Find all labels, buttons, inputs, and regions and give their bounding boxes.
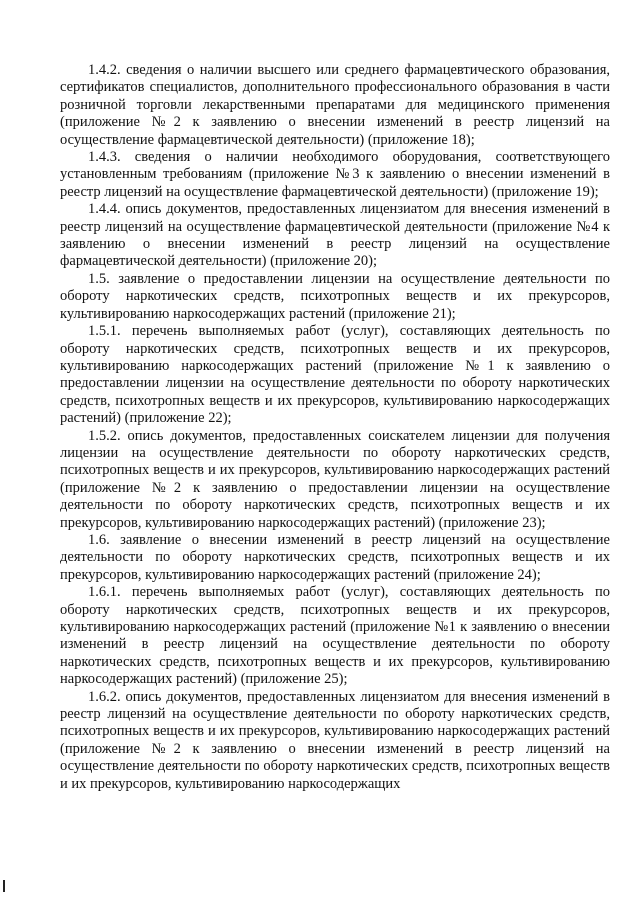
paragraph-1-4-2: 1.4.2. сведения о наличии высшего или среднего фармацевтического образования, сертификатов специалистов, дополнительного профессионального образования в части розничной торговли лекарственными препаратами для медицинского применения (приложение №2 к заявлению о внесении изменений в реестр лицензий на осуществление фармацевтической деятельности) (приложение 18); <box>60 62 610 148</box>
paragraph-1-6: 1.6. заявление о внесении изменений в реестр лицензий на осуществление деятельности по обороту наркотических средств, психотропных веществ и их прекурсоров, культивированию наркосодержащих растений (приложение 24); <box>60 531 610 583</box>
paragraph-1-5-1: 1.5.1. перечень выполняемых работ (услуг), составляющих деятельность по обороту наркотических средств, психотропных веществ и их прекурсоров, культивированию наркосодержащих растений (приложение №1 к заявлению о предоставлении лицензии на осуществление деятельности по обороту наркотических средств, психотропных веществ и их прекурсоров, культивированию наркосодержащих растений) (приложение 22); <box>60 323 610 427</box>
scan-edge-mark <box>3 880 5 892</box>
paragraph-1-5-2: 1.5.2. опись документов, предоставленных соискателем лицензии для получения лицензии на осуществление деятельности по обороту наркотических средств, психотропных веществ и их прекурсоров, культивированию наркосодержащих растений (приложение №2 к заявлению о предоставлении лицензии на осуществление деятельности по обороту наркотических средств, психотропных веществ и их прекурсоров, культивированию наркосодержащих растений) (приложение 23); <box>60 427 610 531</box>
paragraph-1-5: 1.5. заявление о предоставлении лицензии на осуществление деятельности по обороту наркотических средств, психотропных веществ и их прекурсоров, культивированию наркосодержащих растений (приложение 21); <box>60 270 610 322</box>
paragraph-1-4-4: 1.4.4. опись документов, предоставленных лицензиатом для внесения изменений в реестр лицензий на осуществление фармацевтической деятельности (приложение №4 к заявлению о внесении изменений в реестр лицензий на осуществление фармацевтической деятельности) (приложение 20); <box>60 201 610 270</box>
document-page <box>60 62 610 793</box>
paragraph-1-6-2: 1.6.2. опись документов, предоставленных лицензиатом для внесения изменений в реестр лицензий на осуществление деятельности по обороту наркотических средств, психотропных веществ и их прекурсоров, культивированию наркосодержащих растений (приложение №2 к заявлению о внесении изменений в реестр лицензий на осуществление деятельности по обороту наркотических средств, психотропных веществ и их прекурсоров, культивированию наркосодержащих <box>60 688 610 792</box>
paragraph-1-4-3: 1.4.3. сведения о наличии необходимого оборудования, соответствующего установленным требованиям (приложение №3 к заявлению о внесении изменений в реестр лицензий на осуществление фармацевтической деятельности) (приложение 19); <box>60 149 610 200</box>
paragraph-1-6-1: 1.6.1. перечень выполняемых работ (услуг), составляющих деятельность по обороту наркотических средств, психотропных веществ и их прекурсоров, культивированию наркосодержащих растений (приложение №1 к заявлению о внесении изменений в реестр лицензий на осуществление деятельности по обороту наркотических средств, психотропных веществ и их прекурсоров, культивированию наркосодержащих растений) (приложение 25); <box>60 584 610 688</box>
